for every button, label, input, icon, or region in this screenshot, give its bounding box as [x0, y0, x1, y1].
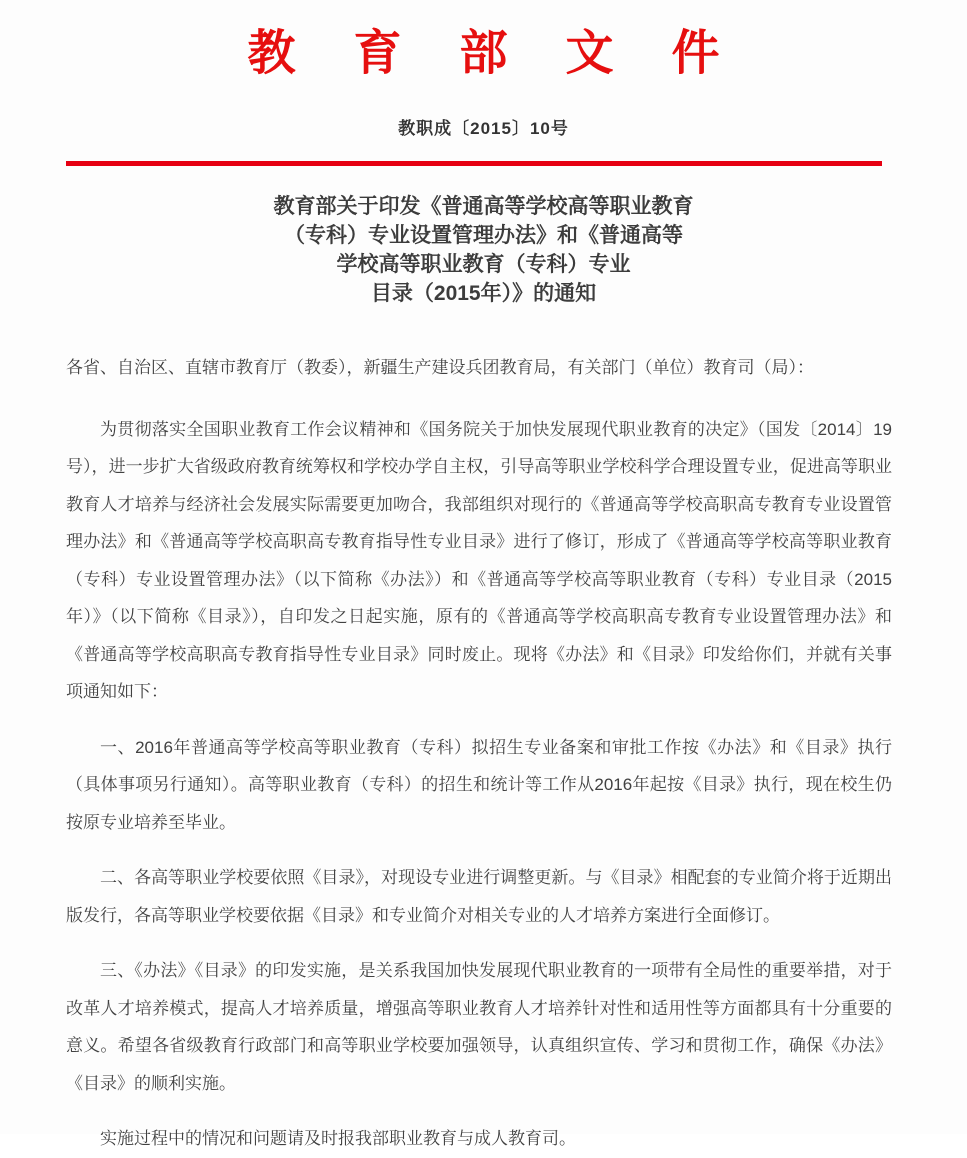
salutation-line: 各省、自治区、直辖市教育厅（教委），新疆生产建设兵团教育局，有关部门（单位）教育司（局）：	[66, 358, 814, 377]
paragraph-item-1: 一、2016年普通高等学校高等职业教育（专科）拟招生专业备案和审批工作按《办法》和《目录》执行（具体事项另行通知）。高等职业教育（专科）的招生和统计等工作从2016年起按《目录》执行，现在校生仍按原专业培养至毕业。	[66, 737, 892, 832]
notice-title-line-3: 学校高等职业教育（专科）专业	[336, 253, 631, 276]
red-divider-rule	[66, 161, 882, 166]
paragraph-closing: 实施过程中的情况和问题请及时报我部职业教育与成人教育司。	[100, 1129, 576, 1148]
notice-title-line-1: 教育部关于印发《普通高等学校高等职业教育	[273, 195, 694, 218]
notice-title-line-2: （专科）专业设置管理办法》和《普通高等	[284, 224, 683, 247]
document-reference-number: 教职成〔2015〕10号	[398, 119, 569, 138]
notice-title-line-4: 目录（2015年）》的通知	[370, 282, 597, 305]
notice-body	[0, 349, 967, 1158]
paragraph-item-2: 二、各高等职业学校要依照《目录》，对现设专业进行调整更新。与《目录》相配套的专业简介将于近期出版发行，各高等职业学校要依据《目录》和专业简介对相关专业的人才培养方案进行全面修订。	[66, 868, 892, 925]
paragraph-item-3: 三、《办法》《目录》的印发实施，是关系我国加快发展现代职业教育的一项带有全局性的重要举措，对于改革人才培养模式，提高人才培养质量，增强高等职业教育人才培养针对性和适用性等方面都具有十分重要的意义。希望各省级教育行政部门和高等职业学校要加强领导，认真组织宣传、学习和贯彻工作，确保《办法》《目录》的顺利实施。	[66, 961, 892, 1093]
notice-title	[0, 192, 967, 308]
paragraph-preamble: 为贯彻落实全国职业教育工作会议精神和《国务院关于加快发展现代职业教育的决定》（国发〔2014〕19号），进一步扩大省级政府教育统筹权和学校办学自主权，引导高等职业学校科学合理设置专业，促进高等职业教育人才培养与经济社会发展实际需要更加吻合，我部组织对现行的《普通高等学校高职高专教育专业设置管理办法》和《普通高等学校高职高专教育指导性专业目录》进行了修订，形成了《普通高等学校高等职业教育（专科）专业设置管理办法》（以下简称《办法》）和《普通高等学校高等职业教育（专科）专业目录（2015年）》（以下简称《目录》），自印发之日起实施，原有的《普通高等学校高职高专教育专业设置管理办法》和《普通高等学校高职高专教育指导性专业目录》同时废止。现将《办法》和《目录》印发给你们，并就有关事项通知如下：	[66, 419, 892, 701]
ministry-masthead-title: 教育部文件	[247, 25, 778, 81]
